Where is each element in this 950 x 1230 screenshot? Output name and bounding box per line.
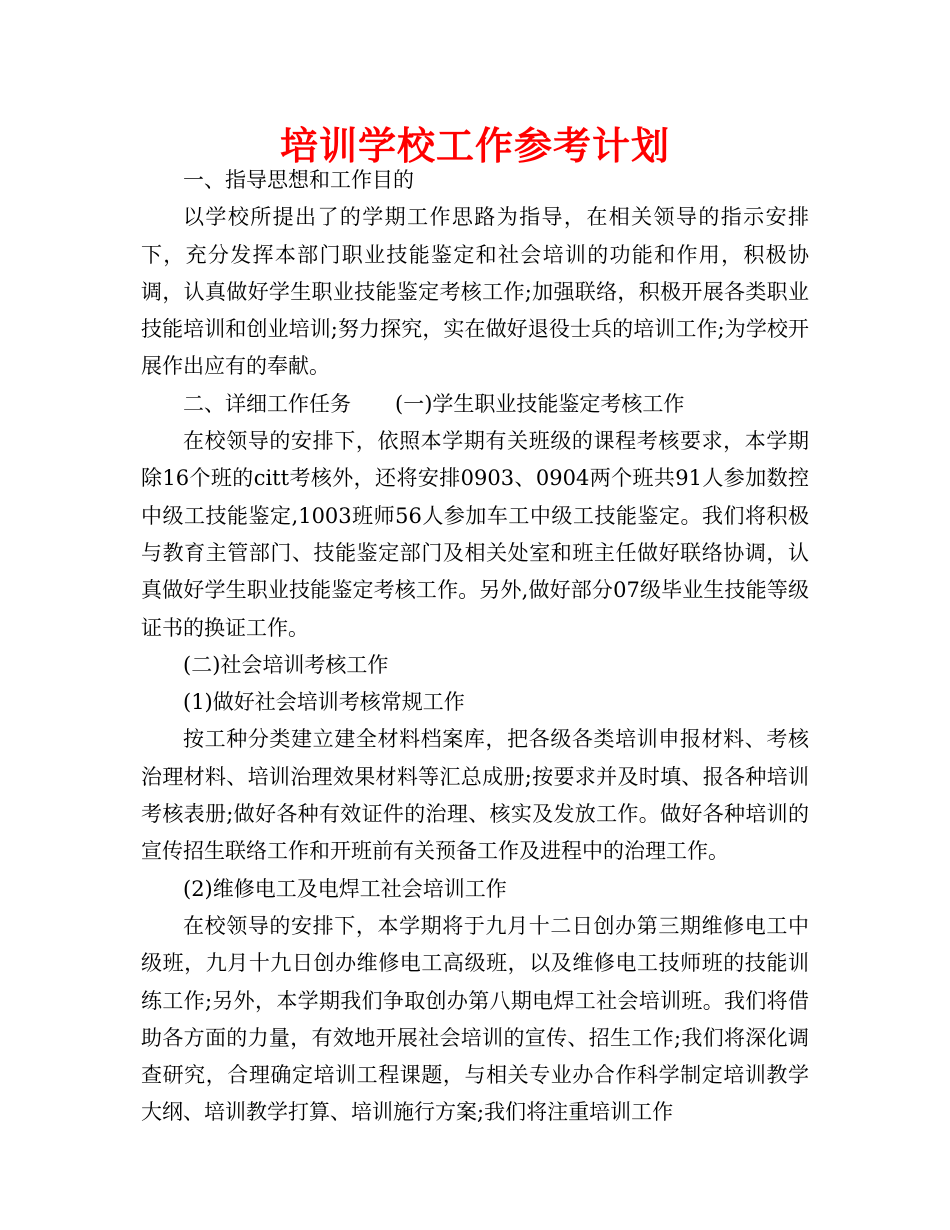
subsection-one-heading: (一)学生职业技能鉴定考核工作 (395, 391, 685, 416)
item-one-heading: (1)做好社会培训考核常规工作 (183, 690, 465, 715)
item-two-heading: (2)维修电工及电焊工社会培训工作 (183, 876, 507, 901)
paragraph-electrician-training: 在校领导的安排下，本学期将于九月十二日创办第三期维修电工中级班，九月十九日创办维修电工高级班，以及维修电工技师班的技能训练工作;另外，本学期我们争取创办第八期电焊工社会培训班。我们将借助各方面的力量，有效地开展社会培训的宣传、招生工作;我们将深化调查研究，合理确定培训工程课题，与相关专业办合作科学制定培训教学大纲、培训教学打算、培训施行方案;我们将注重培训工作 (141, 913, 809, 1125)
document-title: 培训学校工作参考计划 (279, 123, 670, 168)
document-body (141, 162, 809, 1132)
section-two-heading-line (141, 386, 809, 423)
section-two-heading: 二、详细工作任务 (183, 391, 351, 416)
paragraph-routine-work: 按工种分类建立建全材料档案库，把各级各类培训申报材料、考核治理材料、培训治理效果材料等汇总成册;按要求并及时填、报各种培训考核表册;做好各种有效证件的治理、核实及发放工作。做好各种培训的宣传招生联络工作和开班前有关预备工作及进程中的治理工作。 (141, 727, 809, 864)
section-one-heading: 一、指导思想和工作目的 (183, 168, 414, 192)
paragraph-student-assessment: 在校领导的安排下，依照本学期有关班级的课程考核要求，本学期除16个班的citt考核外，还将安排0903、0904两个班共91人参加数控中级工技能鉴定,1003班师56人参加车工中级工技能鉴定。我们将积极与教育主管部门、技能鉴定部门及相关处室和班主任做好联络协调，认真做好学生职业技能鉴定考核工作。另外,做好部分07级毕业生技能等级证书的换证工作。 (141, 429, 809, 640)
paragraph-guiding-idea: 以学校所提出了的学期工作思路为指导，在相关领导的指示安排下，充分发挥本部门职业技能鉴定和社会培训的功能和作用，积极协调，认真做好学生职业技能鉴定考核工作;加强联络，积极开展各类职业技能培训和创业培训;努力探究，实在做好退役士兵的培训工作;为学校开展作出应有的奉献。 (141, 205, 809, 379)
subsection-two-heading: (二)社会培训考核工作 (183, 652, 389, 677)
